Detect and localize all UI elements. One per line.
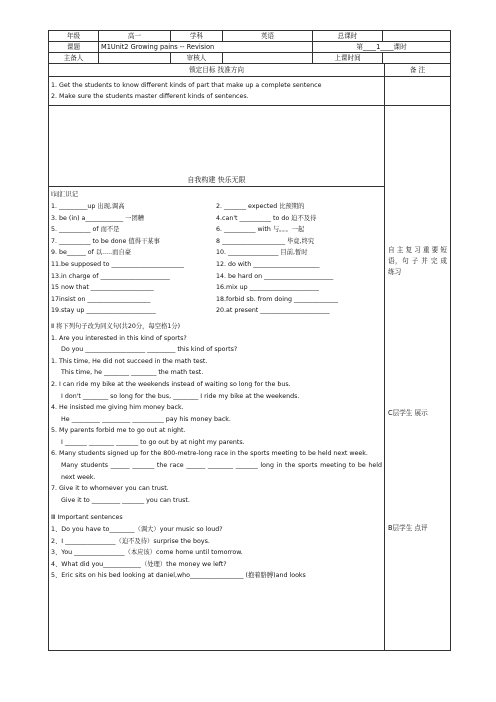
vocab-item-right: 16.mix up ______________________ (216, 284, 319, 292)
vocab-row (51, 271, 382, 283)
header-table (48, 30, 451, 64)
vocab-item-right: 8 ____________________ 毕竟,终究 (216, 237, 315, 245)
vocab-row (51, 236, 382, 248)
class-time-value (383, 53, 451, 64)
vocab-item-left: 5. __________ of 而不是 (51, 226, 120, 234)
vocab-item-left: 7. __________ to be done 值得干某事 (51, 237, 160, 245)
lesson-plan-page (48, 30, 450, 651)
preparer-value (99, 53, 171, 64)
vocab-item-left: 11.be supposed to _______________________ (51, 260, 184, 268)
goal-items-row (49, 77, 451, 106)
vocab-item-left: 9. be______ of 以.....而自豪 (51, 249, 132, 257)
lesson-no: 1 (376, 42, 381, 51)
rewrite-answer: He _________ _________ __________ pay his money back. (61, 415, 231, 423)
vocab-row (51, 305, 382, 317)
total-hours-label: 总课时 (313, 31, 383, 42)
goal-items (49, 77, 385, 106)
vocab-item-right: 20.at present ______________________ (216, 307, 330, 315)
vocab-item-right: 12. do with _____________________ (216, 260, 320, 268)
vocab-item-right: 4.can't __________ to do 迫不及待 (216, 214, 317, 222)
vocab-item-right: 10. ________________ 目前,暂时 (216, 249, 308, 257)
goal-header-row (49, 64, 451, 77)
rewrite-question: 1. This time, He did not succeed in the math test. (51, 357, 208, 365)
rewrite-answer: Do you ___________________ _________ this kind of sports? (61, 346, 238, 354)
important-sentence: 3、You ________________（本应该）come home until tomorrow. (51, 549, 243, 557)
vocab-list (51, 201, 382, 317)
vocab-row (51, 201, 382, 213)
rewrite-answer: This time, he ________ ________ the math test. (61, 369, 204, 377)
header-row-1 (49, 31, 451, 42)
important-sentence: 4、What did you____________（处理）the money we left? (51, 560, 227, 568)
content-table (48, 63, 451, 651)
vocab-item-right: 2. _______ expected 比预期的 (216, 203, 305, 210)
rewrite-question: 1. Are you interested in this kind of sports? (51, 334, 187, 342)
rewrite-question: 6. Many students signed up for the 800-metre-long race in the sports meeting to be held next week. (51, 450, 368, 458)
reviewer-value (223, 53, 313, 64)
vocab-row (51, 213, 382, 225)
main-title: 自我构建 快乐无限 (49, 174, 384, 187)
grade-value: 高一 (99, 31, 171, 42)
vocab-item-right: 18.forbid sb. from doing ______________ (216, 295, 339, 303)
rewrite-question: 5. My parents forbid me to go out at night. (51, 427, 186, 435)
main-content (49, 106, 385, 651)
vocab-row (51, 282, 382, 294)
lesson-suffix: ____课时 (380, 42, 407, 51)
vocab-row (51, 224, 382, 236)
reviewer-label: 审核人 (171, 53, 223, 64)
vocab-item-left: 3. be (in) a____________ 一团糟 (51, 214, 145, 222)
main-row (49, 106, 451, 651)
rewrite-answer: I _______ ________ _______ to go out by at night my parents. (61, 438, 245, 446)
vocab-row (51, 294, 382, 306)
preparer-label: 主备人 (49, 53, 99, 64)
topic-label: 课题 (49, 42, 99, 53)
lesson-number (313, 42, 451, 53)
vocab-row (51, 259, 382, 271)
vocab-item-left: 1. _________up 出现,调高 (51, 203, 125, 210)
goal-item-2: 2. Make sure the students master different kinds of sentences. (51, 93, 249, 101)
header-row-2 (49, 42, 451, 53)
vocab-item-left: 17insist on ____________________ (51, 295, 151, 303)
class-time-label: 上课时间 (313, 53, 383, 64)
rewrite-answer: Many students ______ _______ the race ______ ________ _______ long in the sports meeting to be held next week. (61, 462, 382, 481)
rewrite-answer: Give it to _________ _______ you can trust. (61, 496, 190, 504)
subject-label: 学科 (171, 31, 223, 42)
section2-title: Ⅱ 将下列句子改为同义句(共20分，每空格1分) (51, 322, 181, 330)
vocab-item-left: 19.stay up ______________________ (51, 307, 156, 315)
vocab-item-left: 13.in charge of ______________________ (51, 272, 170, 280)
rewrite-question: 2. I can ride my bike at the weekends instead of waiting so long for the bus. (51, 380, 291, 388)
rewrite-list (51, 333, 382, 507)
important-list (51, 524, 382, 582)
note-header: 备 注 (385, 64, 451, 77)
important-sentence: 1、Do you have to________（调大）your music so loud? (51, 526, 223, 534)
section3-title: Ⅲ Important sentences (51, 514, 123, 522)
total-hours-value (383, 31, 451, 42)
rewrite-question: 7. Give it to whomever you can trust. (51, 485, 169, 493)
vocab-item-left: 15 now that ____________________ (51, 284, 154, 292)
notes-column (385, 106, 451, 651)
topic-title: M1Unit2 Growing pains -- Revision (99, 42, 313, 53)
vocab-item-right: 14. be hard on ______________________ (216, 272, 334, 280)
header-row-3 (49, 53, 451, 64)
important-sentence: 2、I ________________（迫不及待）surprise the boys. (51, 537, 210, 545)
vocab-item-right: 6. __________ with 与。。。一起 (216, 226, 305, 234)
section1-title: Ⅰ词汇识记 (51, 191, 79, 199)
important-sentence: 5、Eric sits on his bed looking at daniel,who_________________ (抱着胳膊)and looks (51, 572, 306, 580)
goal-title: 锁定目标 找准方向 (49, 64, 385, 77)
grade-label: 年级 (49, 31, 99, 42)
note-c-level: C层学生 展示 (388, 408, 428, 417)
lesson-prefix: 第____ (356, 42, 377, 51)
goal-item-1: 1. Get the students to know different kinds of part that make up a complete sentence (51, 81, 322, 89)
rewrite-question: 4. He insisted me giving him money back. (51, 404, 184, 412)
note-b-level: B层学生 点评 (388, 523, 428, 532)
vocab-row (51, 247, 382, 259)
subject-value: 英语 (223, 31, 313, 42)
goal-note (385, 77, 451, 106)
rewrite-answer: I don't ________ so long for the bus, ________ I ride my bike at the weekends. (61, 392, 300, 400)
note-self-review: 自 主 复 习 重 要 短语，句 子 并 完 成练习 (388, 245, 447, 276)
